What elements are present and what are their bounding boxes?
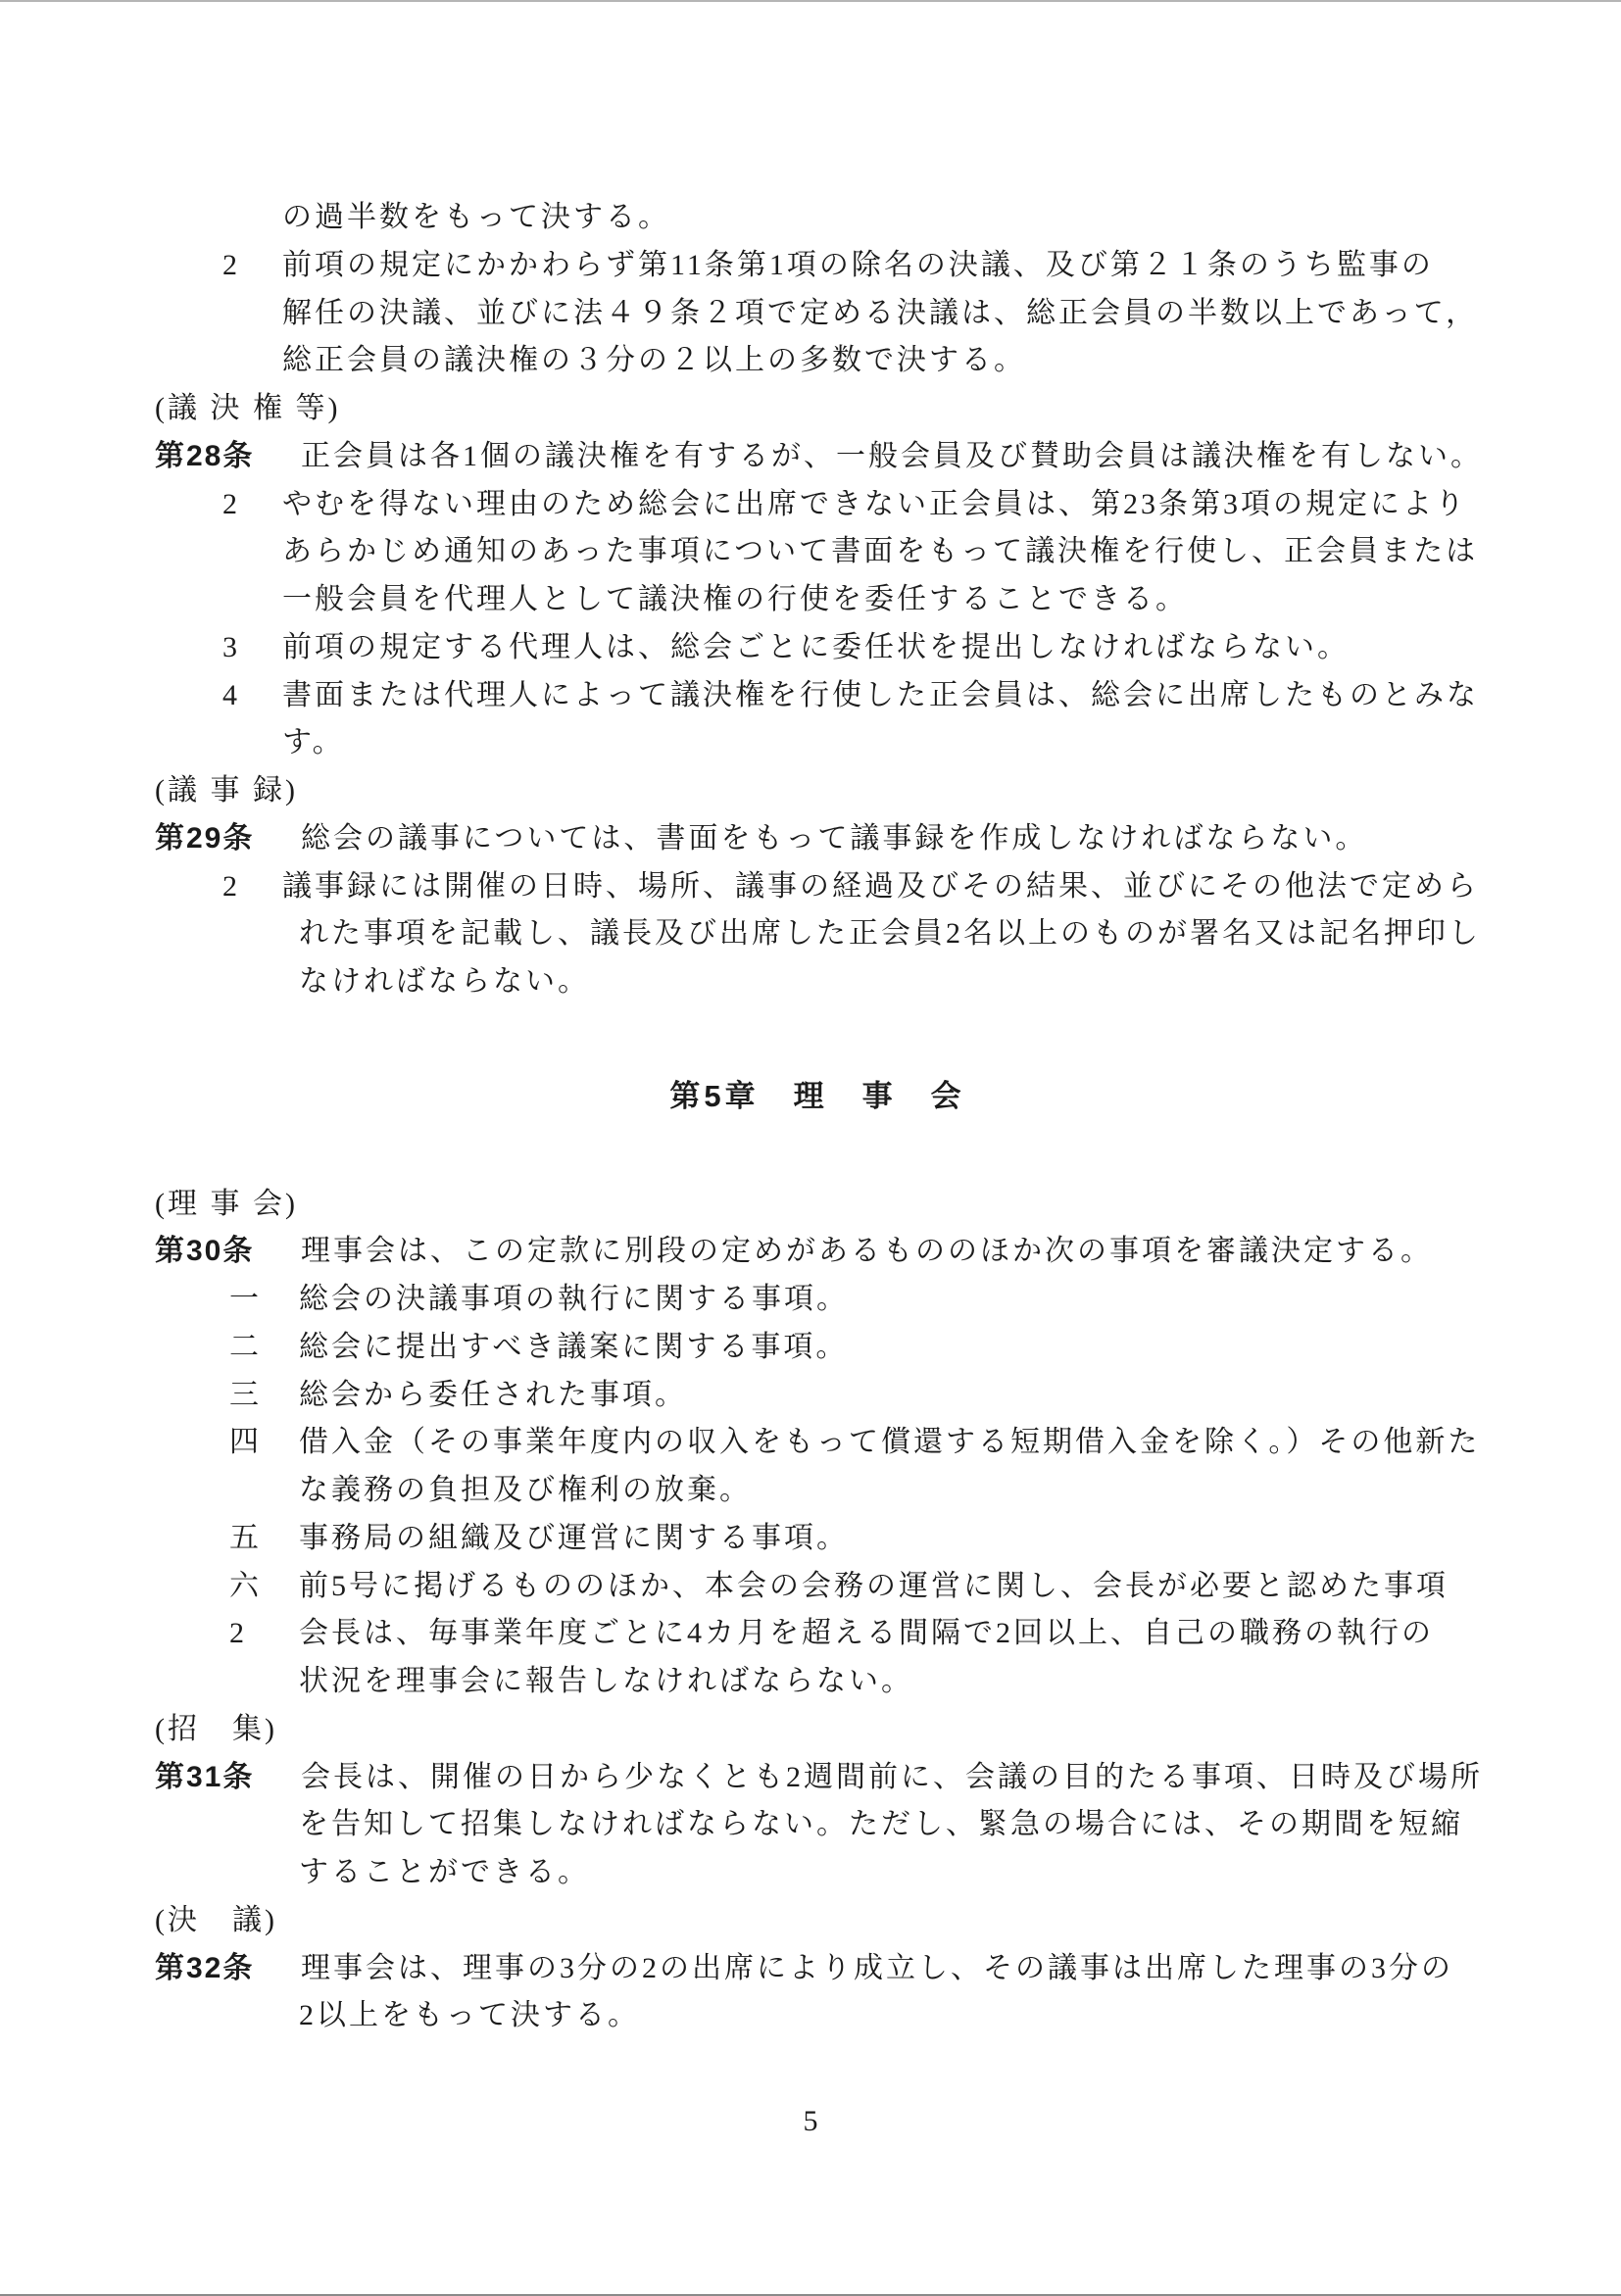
line-text: 会長は、毎事業年度ごとに4カ月を超える間隔で2回以上、自己の職務の執行の xyxy=(299,1617,1434,1650)
article-number: 第28条 xyxy=(155,439,255,472)
line-text: 会長は、開催の日から少なくとも2週間前に、会議の目的たる事項、日時及び場所 xyxy=(301,1760,1483,1793)
text-line xyxy=(155,194,1480,242)
text-line xyxy=(155,1515,1480,1563)
section-label-line xyxy=(155,1706,1480,1754)
line-text: (決 議) xyxy=(155,1903,277,1936)
text-line xyxy=(155,481,1480,529)
item-number: 2 xyxy=(222,487,240,520)
item-number: 3 xyxy=(222,630,240,663)
line-text: 総会に提出すべき議案に関する事項。 xyxy=(299,1330,849,1363)
line-text: (招 集) xyxy=(155,1712,277,1745)
line-text: 前項の規定する代理人は、総会ごとに委任状を提出しなければならない。 xyxy=(282,630,1350,663)
line-text: を告知して招集しなければならない。ただし、緊急の場合には、その期間を短縮 xyxy=(299,1808,1463,1841)
text-line xyxy=(155,337,1480,385)
line-text: 状況を理事会に報告しなければならない。 xyxy=(299,1665,913,1697)
article-number: 第30条 xyxy=(155,1235,255,1268)
article-line xyxy=(155,433,1483,481)
article-line xyxy=(155,1945,1480,1993)
item-number: 4 xyxy=(222,678,240,711)
section-label-line xyxy=(155,1897,1480,1945)
article-number: 第32条 xyxy=(155,1951,255,1984)
line-text: 理事会は、この定款に別段の定めがあるもののほか次の事項を審議決定する。 xyxy=(301,1235,1433,1268)
text-line xyxy=(155,242,1480,290)
line-text: 正会員は各1個の議決権を有するが、一般会員及び賛助会員は議決権を有しない。 xyxy=(301,439,1483,472)
text-line xyxy=(155,1324,1480,1372)
article-number: 第29条 xyxy=(155,821,255,855)
line-text: (議 決 権 等) xyxy=(155,392,341,424)
line-text: 第5章 理 事 会 xyxy=(669,1078,965,1113)
item-number: 三 xyxy=(229,1378,262,1411)
line-text: 総会の決議事項の執行に関する事項。 xyxy=(299,1283,849,1315)
item-number: 2 xyxy=(229,1617,247,1650)
text-line xyxy=(155,1467,1480,1515)
text-line xyxy=(155,958,1480,1006)
article-line xyxy=(155,1228,1480,1276)
item-number: 2 xyxy=(222,248,240,281)
text-line xyxy=(155,290,1480,338)
text-line xyxy=(155,1563,1480,1611)
chapter-heading xyxy=(155,1073,1480,1121)
line-text: 事務局の組織及び運営に関する事項。 xyxy=(299,1521,849,1554)
text-line xyxy=(155,528,1480,576)
page-number: 5 xyxy=(803,2105,818,2137)
text-line xyxy=(155,910,1480,958)
line-text: の過半数をもって決する。 xyxy=(282,201,670,233)
line-text: (理 事 会) xyxy=(155,1187,298,1220)
section-label-line xyxy=(155,767,1480,815)
line-text: 総正会員の議決権の３分の２以上の多数で決する。 xyxy=(282,344,1026,377)
text-line xyxy=(155,1658,1480,1706)
line-text: 総会から委任された事項。 xyxy=(299,1378,687,1411)
line-text: 借入金（その事業年度内の収入をもって償還する短期借入金を除く。）その他新た xyxy=(299,1426,1481,1459)
text-line xyxy=(155,672,1480,720)
article-line xyxy=(155,815,1480,863)
line-text: 理事会は、理事の3分の2の出席により成立し、その議事は出席した理事の3分の xyxy=(301,1951,1453,1984)
text-line xyxy=(155,1276,1480,1324)
text-line xyxy=(155,1419,1480,1467)
line-text: 一般会員を代理人として議決権の行使を委任することできる。 xyxy=(282,583,1188,615)
text-line xyxy=(155,624,1480,672)
text-line xyxy=(155,1849,1480,1897)
text-line xyxy=(155,1372,1480,1420)
line-text: 総会の議事については、書面をもって議事録を作成しなければならない。 xyxy=(301,821,1368,855)
line-text: あらかじめ通知のあった事項について書面をもって議決権を行使し、正会員または xyxy=(282,535,1479,568)
item-number: 四 xyxy=(229,1426,262,1459)
item-number: 二 xyxy=(229,1330,262,1363)
line-text: やむを得ない理由のため総会に出席できない正会員は、第23条第3項の規定により xyxy=(282,487,1467,520)
line-text: れた事項を記載し、議長及び出席した正会員2名以上のものが署名又は記名押印し xyxy=(299,917,1481,951)
item-number: 一 xyxy=(229,1283,262,1315)
article-number: 第31条 xyxy=(155,1760,255,1793)
line-text: 書面または代理人によって議決権を行使した正会員は、総会に出席したものとみな xyxy=(282,678,1479,711)
section-label-line xyxy=(155,1181,1480,1229)
line-text: なければならない。 xyxy=(299,965,590,998)
document-lines xyxy=(155,194,1483,2040)
text-line xyxy=(155,1801,1480,1849)
text-line xyxy=(155,576,1480,624)
text-line xyxy=(155,719,1480,767)
item-number: 2 xyxy=(222,869,240,903)
line-text: 2以上をもって決する。 xyxy=(299,1999,640,2032)
section-label-line xyxy=(155,385,1480,433)
text-line xyxy=(155,1992,1480,2040)
line-text: (議 事 録) xyxy=(155,774,298,806)
line-text: 前5号に掲げるもののほか、本会の会務の運営に関し、会長が必要と認めた事項 xyxy=(299,1569,1449,1602)
text-line xyxy=(155,863,1480,911)
article-line xyxy=(155,1754,1483,1802)
text-line xyxy=(155,1610,1480,1658)
item-number: 六 xyxy=(229,1569,262,1602)
line-text: な義務の負担及び権利の放棄。 xyxy=(299,1474,752,1506)
line-text: することができる。 xyxy=(299,1856,590,1888)
item-number: 五 xyxy=(229,1521,262,1554)
line-text: す。 xyxy=(282,726,345,759)
line-text: 議事録には開催の日時、場所、議事の経過及びその結果、並びにその他法で定めら xyxy=(282,869,1479,903)
line-text: 解任の決議、並びに法４９条２項で定める決議は、総正会員の半数以上であって， xyxy=(282,296,1479,329)
line-text: 前項の規定にかかわらず第11条第1項の除名の決議、及び第２１条のうち監事の xyxy=(282,248,1434,281)
